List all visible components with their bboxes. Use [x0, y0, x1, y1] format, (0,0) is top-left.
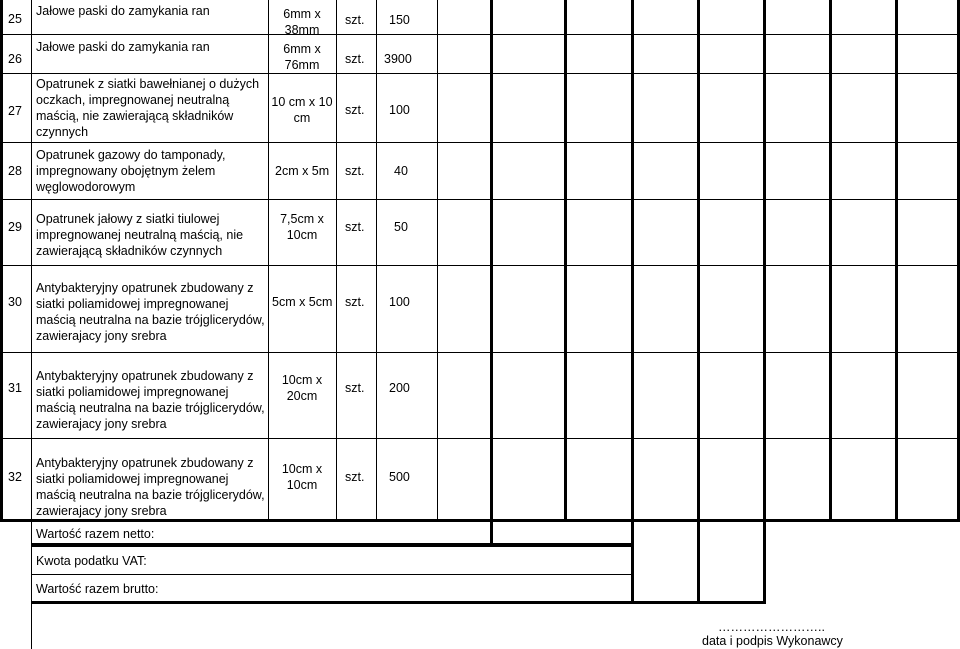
row-unit: szt. [345, 52, 365, 66]
signature-label: data i podpis Wykonawcy [702, 634, 843, 648]
summary-netto-label: Wartość razem netto: [36, 527, 155, 541]
row-number: 25 [8, 12, 22, 26]
row-name: Opatrunek gazowy do tamponady, impregnowany obojętnym żelem węglowodorowym [36, 148, 226, 194]
row-unit: szt. [345, 381, 365, 395]
row-size: 6mm x 76mm [283, 42, 321, 72]
row-number: 29 [8, 220, 22, 234]
row-number: 28 [8, 164, 22, 178]
row-name: Jałowe paski do zamykania ran [36, 40, 210, 54]
row-size: 2cm x 5m [275, 164, 330, 178]
row-unit: szt. [345, 103, 365, 117]
row-number: 31 [8, 381, 22, 395]
row-unit: szt. [345, 295, 365, 309]
row-size: 10cm x 20cm [281, 373, 323, 403]
row-number: 26 [8, 52, 22, 66]
row-qty: 40 [394, 164, 408, 178]
row-size: 6mm x 38mm [283, 7, 321, 37]
row-unit: szt. [345, 220, 365, 234]
row-unit: szt. [345, 164, 365, 178]
summary-brutto-label: Wartość razem brutto: [36, 582, 159, 596]
row-size: 10cm x 10cm [281, 462, 323, 492]
row-name: Opatrunek jałowy z siatki tiulowej impregnowanej neutralną maścią, nie zawierającą składników czynnych [36, 212, 244, 258]
row-qty: 150 [389, 13, 410, 27]
signature-dots: …………………….. [718, 620, 825, 634]
row-size: 5cm x 5cm [272, 295, 333, 309]
row-name: Jałowe paski do zamykania ran [36, 4, 210, 18]
row-name: Opatrunek z siatki bawełnianej o dużych oczkach, impregnowanej neutralną maścią, nie zawierającą składników czynnych [36, 77, 260, 139]
row-number: 32 [8, 470, 22, 484]
row-qty: 50 [394, 220, 408, 234]
row-name: Antybakteryjny opatrunek zbudowany z siatki poliamidowej impregnowanej maścią neutralna na bazie trójglicerydów, zawierajacy jony srebra [36, 369, 265, 431]
row-name: Antybakteryjny opatrunek zbudowany z siatki poliamidowej impregnowanej maścią neutralna na bazie trójglicerydów, zawierajacy jony srebra [36, 456, 265, 518]
summary-vat-label: Kwota podatku VAT: [36, 554, 147, 568]
row-size: 7,5cm x 10cm [280, 212, 324, 242]
row-unit: szt. [345, 13, 365, 27]
row-number: 30 [8, 295, 22, 309]
row-name: Antybakteryjny opatrunek zbudowany z siatki poliamidowej impregnowanej maścią neutralna na bazie trójglicerydów, zawierajacy jony srebra [36, 281, 265, 343]
row-number: 27 [8, 104, 22, 118]
row-unit: szt. [345, 470, 365, 484]
row-qty: 500 [389, 470, 410, 484]
row-size: 10 cm x 10 cm [271, 95, 333, 125]
row-qty: 100 [389, 295, 410, 309]
row-qty: 3900 [384, 52, 412, 66]
row-qty: 200 [389, 381, 410, 395]
row-qty: 100 [389, 103, 410, 117]
